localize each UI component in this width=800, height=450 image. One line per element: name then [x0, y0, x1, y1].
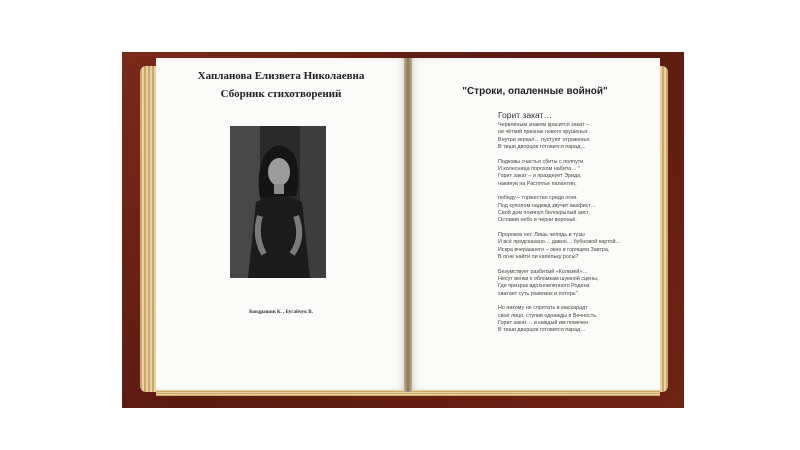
author-name: Хапланова Елизвета Николаевна [197, 70, 365, 82]
poem-line: И колесница порохом набита… " [498, 166, 581, 173]
author-photo [230, 126, 326, 278]
poem-line: накинув на Распятье палантин, [498, 180, 577, 187]
poem-collection-title: "Строки, опаленные войной" [462, 86, 608, 97]
open-book [140, 58, 668, 396]
poem-line: Червлёным знаком красится закат – [498, 122, 589, 128]
poem-line: Подковы счастья сбиты с полпути [498, 158, 584, 165]
poem-line: Безумствует разбитый «Колизей»… [498, 268, 588, 275]
poem-line: Под куполом надежд звучит акафист… [498, 202, 597, 209]
poem-body [498, 110, 658, 335]
portrait-photo-icon [230, 126, 326, 278]
poem-line: В огне найти ли капельку росы? [498, 254, 579, 261]
stanza-break [498, 262, 658, 269]
poem-line: В тиши дворцов готовится парад… [498, 144, 586, 151]
stanza-break [498, 152, 658, 159]
poem-line: Оставив небо в черни вороньё. [498, 217, 577, 224]
poem-line: Горит закат – и празднует Эрида, [498, 173, 582, 180]
poem-line: Пророков нет. Лишь челядь и тузы [498, 231, 585, 238]
poem-line: В тиши дворцов готовится парад… [498, 327, 586, 334]
poem-line: И всё предсказано… давно… бубновой картой… [498, 239, 621, 246]
stanza-break [498, 225, 658, 232]
stanza-break [498, 298, 658, 305]
poem-heading: Горит закат… [498, 110, 552, 120]
poem-line: не чёткий признак нового крушенья. [498, 129, 589, 136]
stanza-break [498, 188, 658, 195]
poem-line: Где призрак вдохновлённого Родена [498, 283, 590, 290]
poem-line: победу – торжество среди огня. [498, 195, 578, 202]
poem-line: Но никому не спрятать в маскарадт [498, 305, 588, 312]
poem-line: Горит закат… и каждый им помечен. [498, 319, 590, 326]
collection-title: Сборник стихотворений [220, 88, 342, 100]
poem-line: своё лицо, ступив однажды в Вечность. [498, 312, 598, 319]
poem-line: Искра вчерашнего – окно в горящем Завтра, [498, 246, 610, 253]
poem-line: хватает суть развязок и потерь". [498, 290, 580, 297]
poem-lines [498, 122, 658, 335]
poem-line: Внутри зеркал… пустуют отраженья. [498, 136, 591, 143]
poem-line: Несут венки к обломкам шумной сцены, [498, 275, 599, 282]
book-spine [404, 58, 412, 392]
credits-line: Кондрашин К. , Бугайчук В. [249, 310, 313, 315]
poem-line: Свой дом покинул белокрылый аист, [498, 210, 590, 217]
